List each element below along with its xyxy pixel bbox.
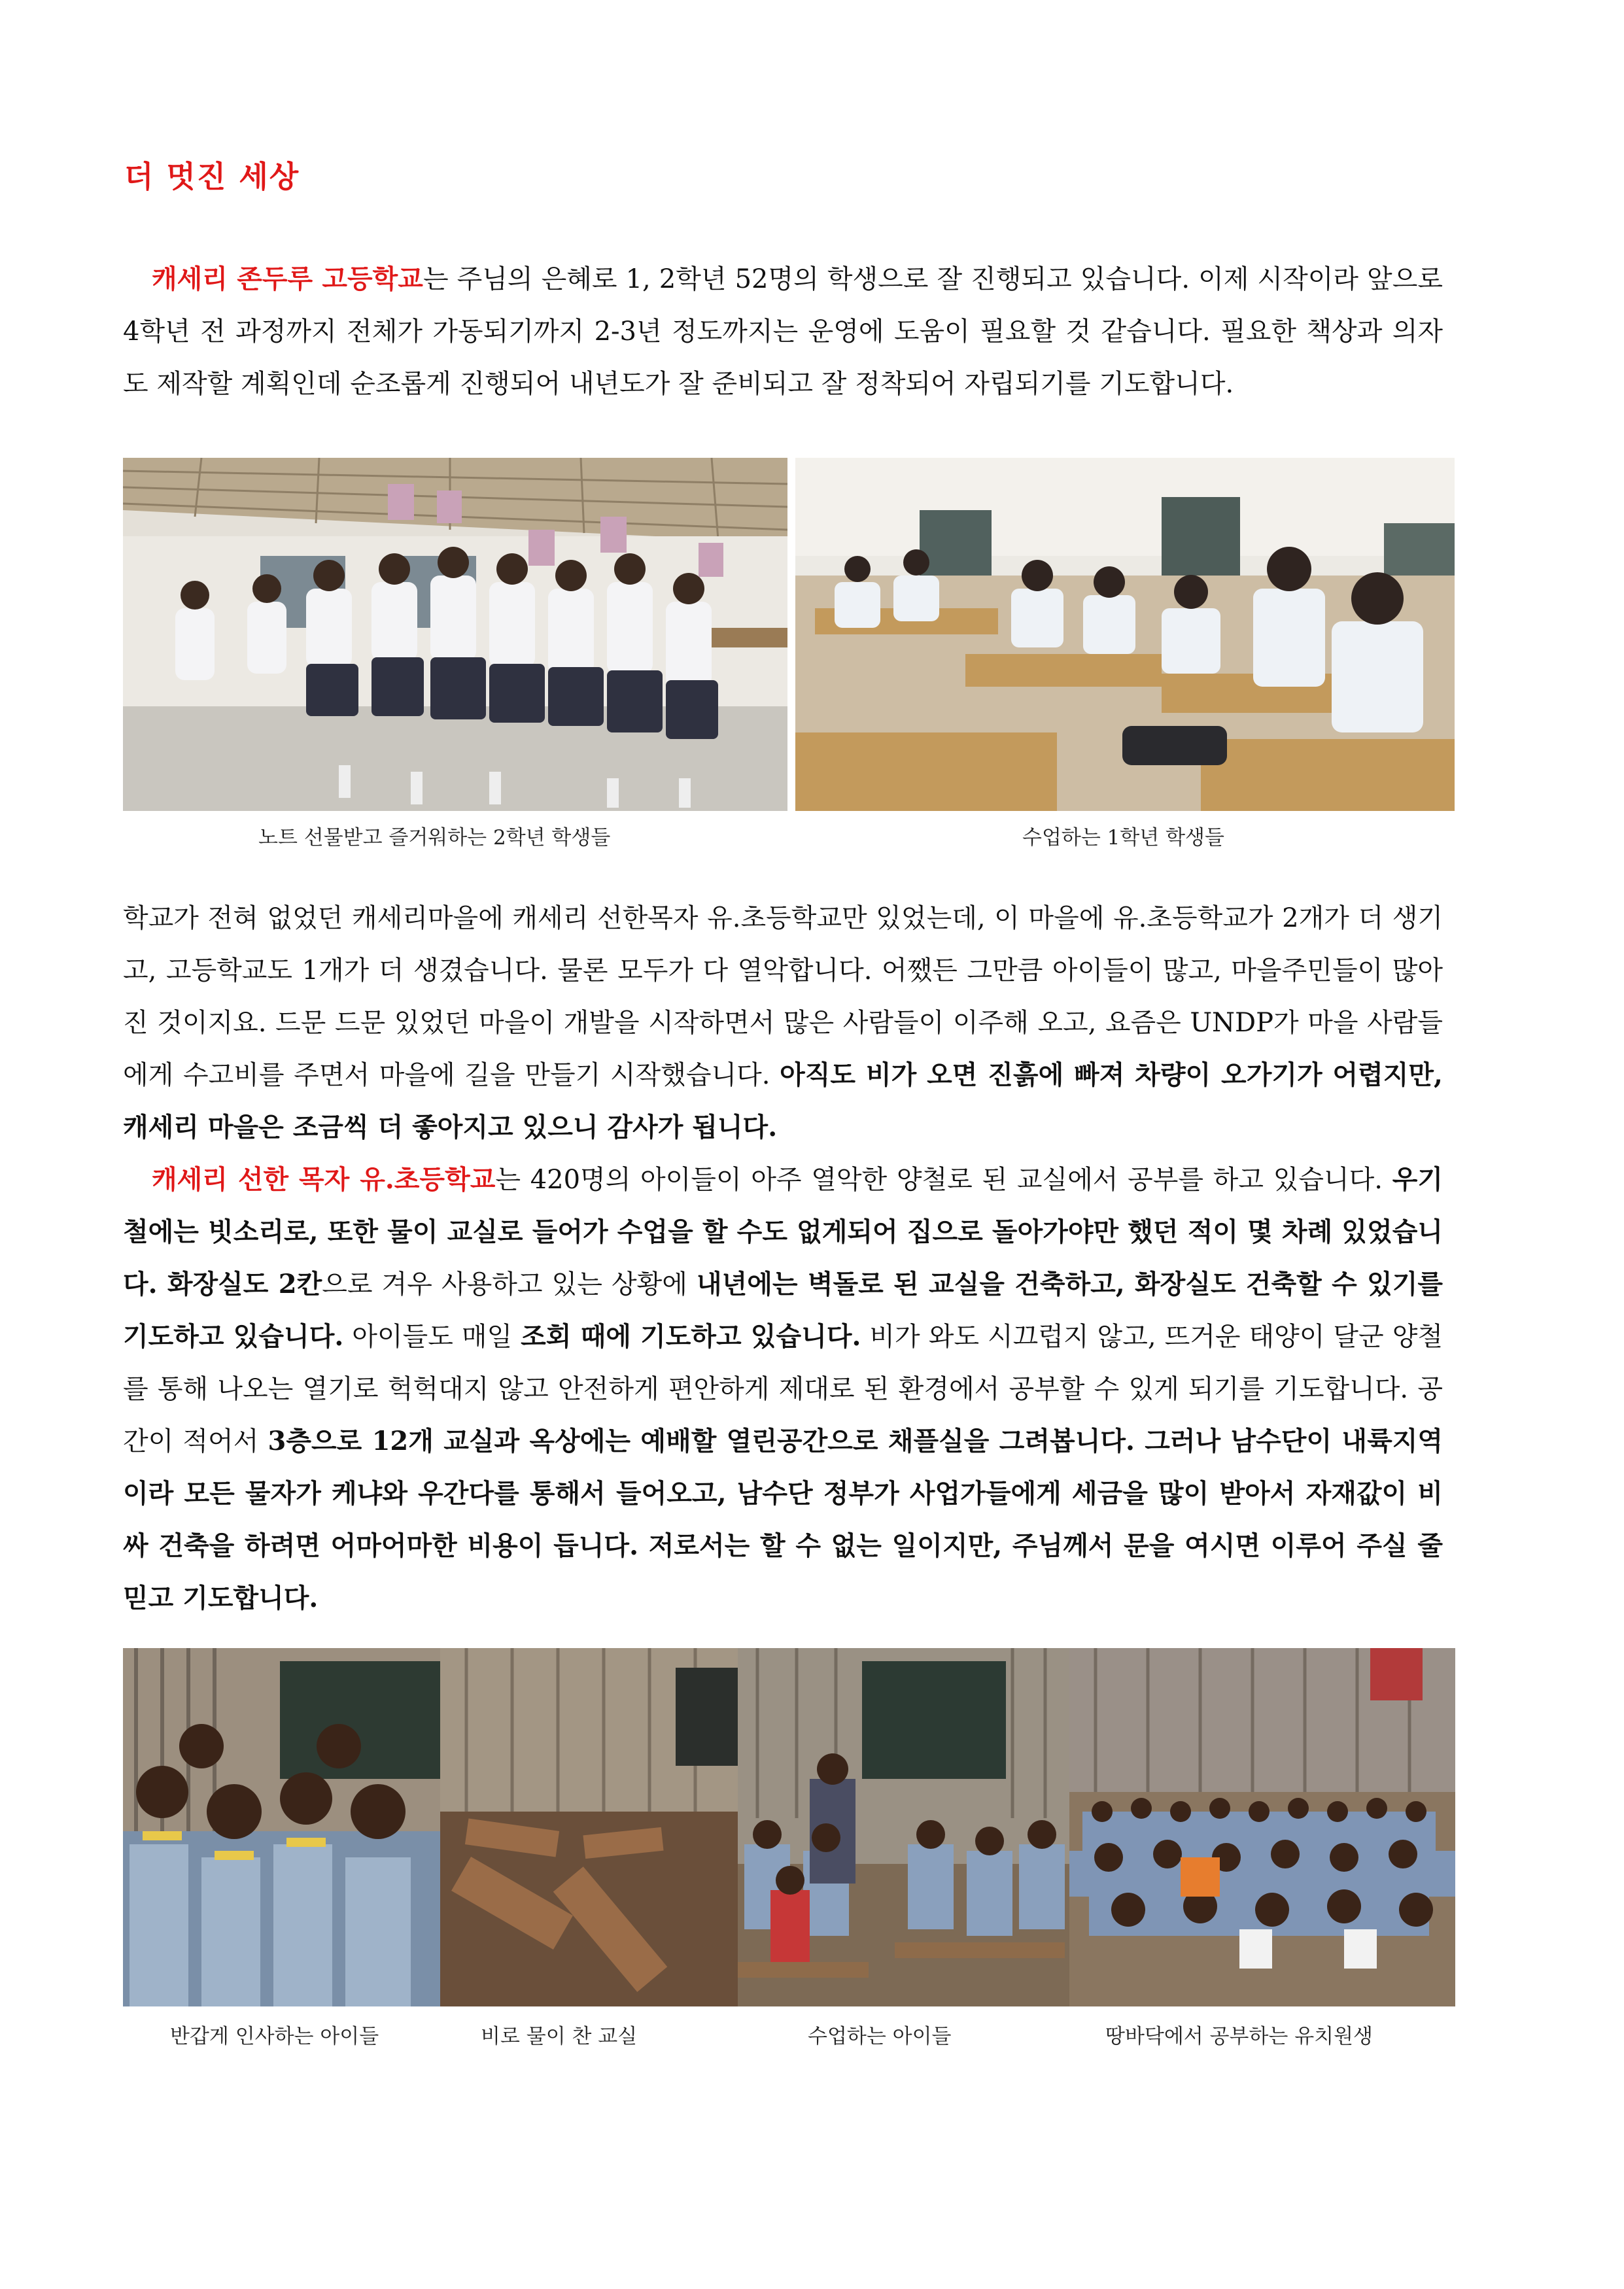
- paragraph-highschool-text: 는 주님의 은혜로 1, 2학년 52명의 학생으로 잘 진행되고 있습니다. 이제 시작이라 앞으로 4학년 전 과정까지 전체가 가동되기까지 2-3년 정도까지는 운영에 도움이 필요할 것 같습니다. 필요한 책상과 의자도 제작할 계획인데 순조롭게 진행되어 내년도가 잘 준비되고 잘 정착되어 자립되기를 기도합니다.: [123, 264, 1443, 399]
- paragraph-highschool: [123, 253, 1443, 410]
- caption-bottom-4: 땅바닥에서 공부하는 유치원생: [1105, 2025, 1373, 2048]
- caption-top-right: 수업하는 1학년 학생들: [1022, 826, 1224, 850]
- photo-children-greeting: [123, 1648, 440, 2006]
- paragraph-village: [123, 892, 1443, 1154]
- paragraph-elementary-bold-2: 내년에는 벽돌로 된 교실을 건축하고, 화장실도 건축할 수 있기를 기도하고 있습니다.: [123, 1269, 1443, 1352]
- caption-top-left: 노트 선물받고 즐거워하는 2학년 학생들: [258, 826, 611, 850]
- elementary-school-name: 캐세리 선한 목자 유.초등학교: [152, 1164, 496, 1195]
- photo-flooded-classroom: [440, 1648, 738, 2006]
- paragraph-elementary-bold-1: 우기철에는 빗소리로, 또한 물이 교실로 들어가 수업을 할 수도 없게되어 집으로 돌아가야만 했던 적이 몇 차례 있었습니다. 화장실도 2칸: [123, 1164, 1443, 1299]
- photo-class-in-session: [738, 1648, 1069, 2006]
- caption-bottom-1: 반갑게 인사하는 아이들: [170, 2025, 379, 2048]
- page-title: 더 멋진 세상: [124, 159, 300, 194]
- paragraph-elementary-text-2: 으로 겨우 사용하고 있는 상황에: [322, 1269, 697, 1299]
- paragraph-elementary: [123, 1154, 1443, 1625]
- caption-bottom-3: 수업하는 아이들: [808, 2025, 952, 2048]
- photo-students-with-notebooks: [123, 458, 787, 811]
- paragraph-village-text: 학교가 전혀 없었던 캐세리마을에 캐세리 선한목자 유.초등학교만 있었는데, 이 마을에 유.초등학교가 2개가 더 생기고, 고등학교도 1개가 더 생겼습니다. 물론 모두가 다 열악합니다. 어쨌든 그만큼 아이들이 많고, 마을주민들이 많아진 것이지요. 드문 드문 있었던 마을이 개발을 시작하면서 많은 사람들이 이주해 오고, 요즘은 UNDP가 마을 사람들에게 수고비를 주면서 마을에 길을 만들기 시작했습니다.: [123, 903, 1443, 1090]
- paragraph-elementary-bold-3: 조회 때에 기도하고 있습니다.: [521, 1321, 861, 1352]
- photo-first-year-class: [795, 458, 1455, 811]
- paragraph-village-bold: 아직도 비가 오면 진흙에 빠져 차량이 오가기가 어렵지만, 캐세리 마을은 조금씩 더 좋아지고 있으니 감사가 됩니다.: [123, 1059, 1443, 1143]
- caption-bottom-2: 비로 물이 찬 교실: [481, 2025, 638, 2048]
- paragraph-elementary-text-3: 아이들도 매일: [343, 1322, 521, 1352]
- paragraph-elementary-bold-4: 3층으로 12개 교실과 옥상에는 예배할 열린공간으로 채플실을 그려봅니다. 그러나 남수단이 내륙지역이라 모든 물자가 케냐와 우간다를 통해서 들어오고, 남수단 정부가 사업가들에게 세금을 많이 받아서 자재값이 비싸 건축을 하려면 어마어마한 비용이 듭니다. 저로서는 할 수 없는 일이지만, 주님께서 문을 여시면 이루어 주실 줄 믿고 기도합니다.: [123, 1426, 1443, 1613]
- paragraph-elementary-text-1: 는 420명의 아이들이 아주 열악한 양철로 된 교실에서 공부를 하고 있습니다.: [495, 1165, 1392, 1195]
- photo-kindergarten-floor: [1069, 1648, 1455, 2006]
- paragraph-elementary-text-4: 비가 와도 시끄럽지 않고, 뜨거운 태양이 달군 양철를 통해 나오는 열기로 헉헉대지 않고 안전하게 편안하게 제대로 된 환경에서 공부할 수 있게 되기를 기도합니다. 공간이 적어서: [123, 1322, 1443, 1456]
- highschool-name: 캐세리 존두루 고등학교: [152, 264, 423, 294]
